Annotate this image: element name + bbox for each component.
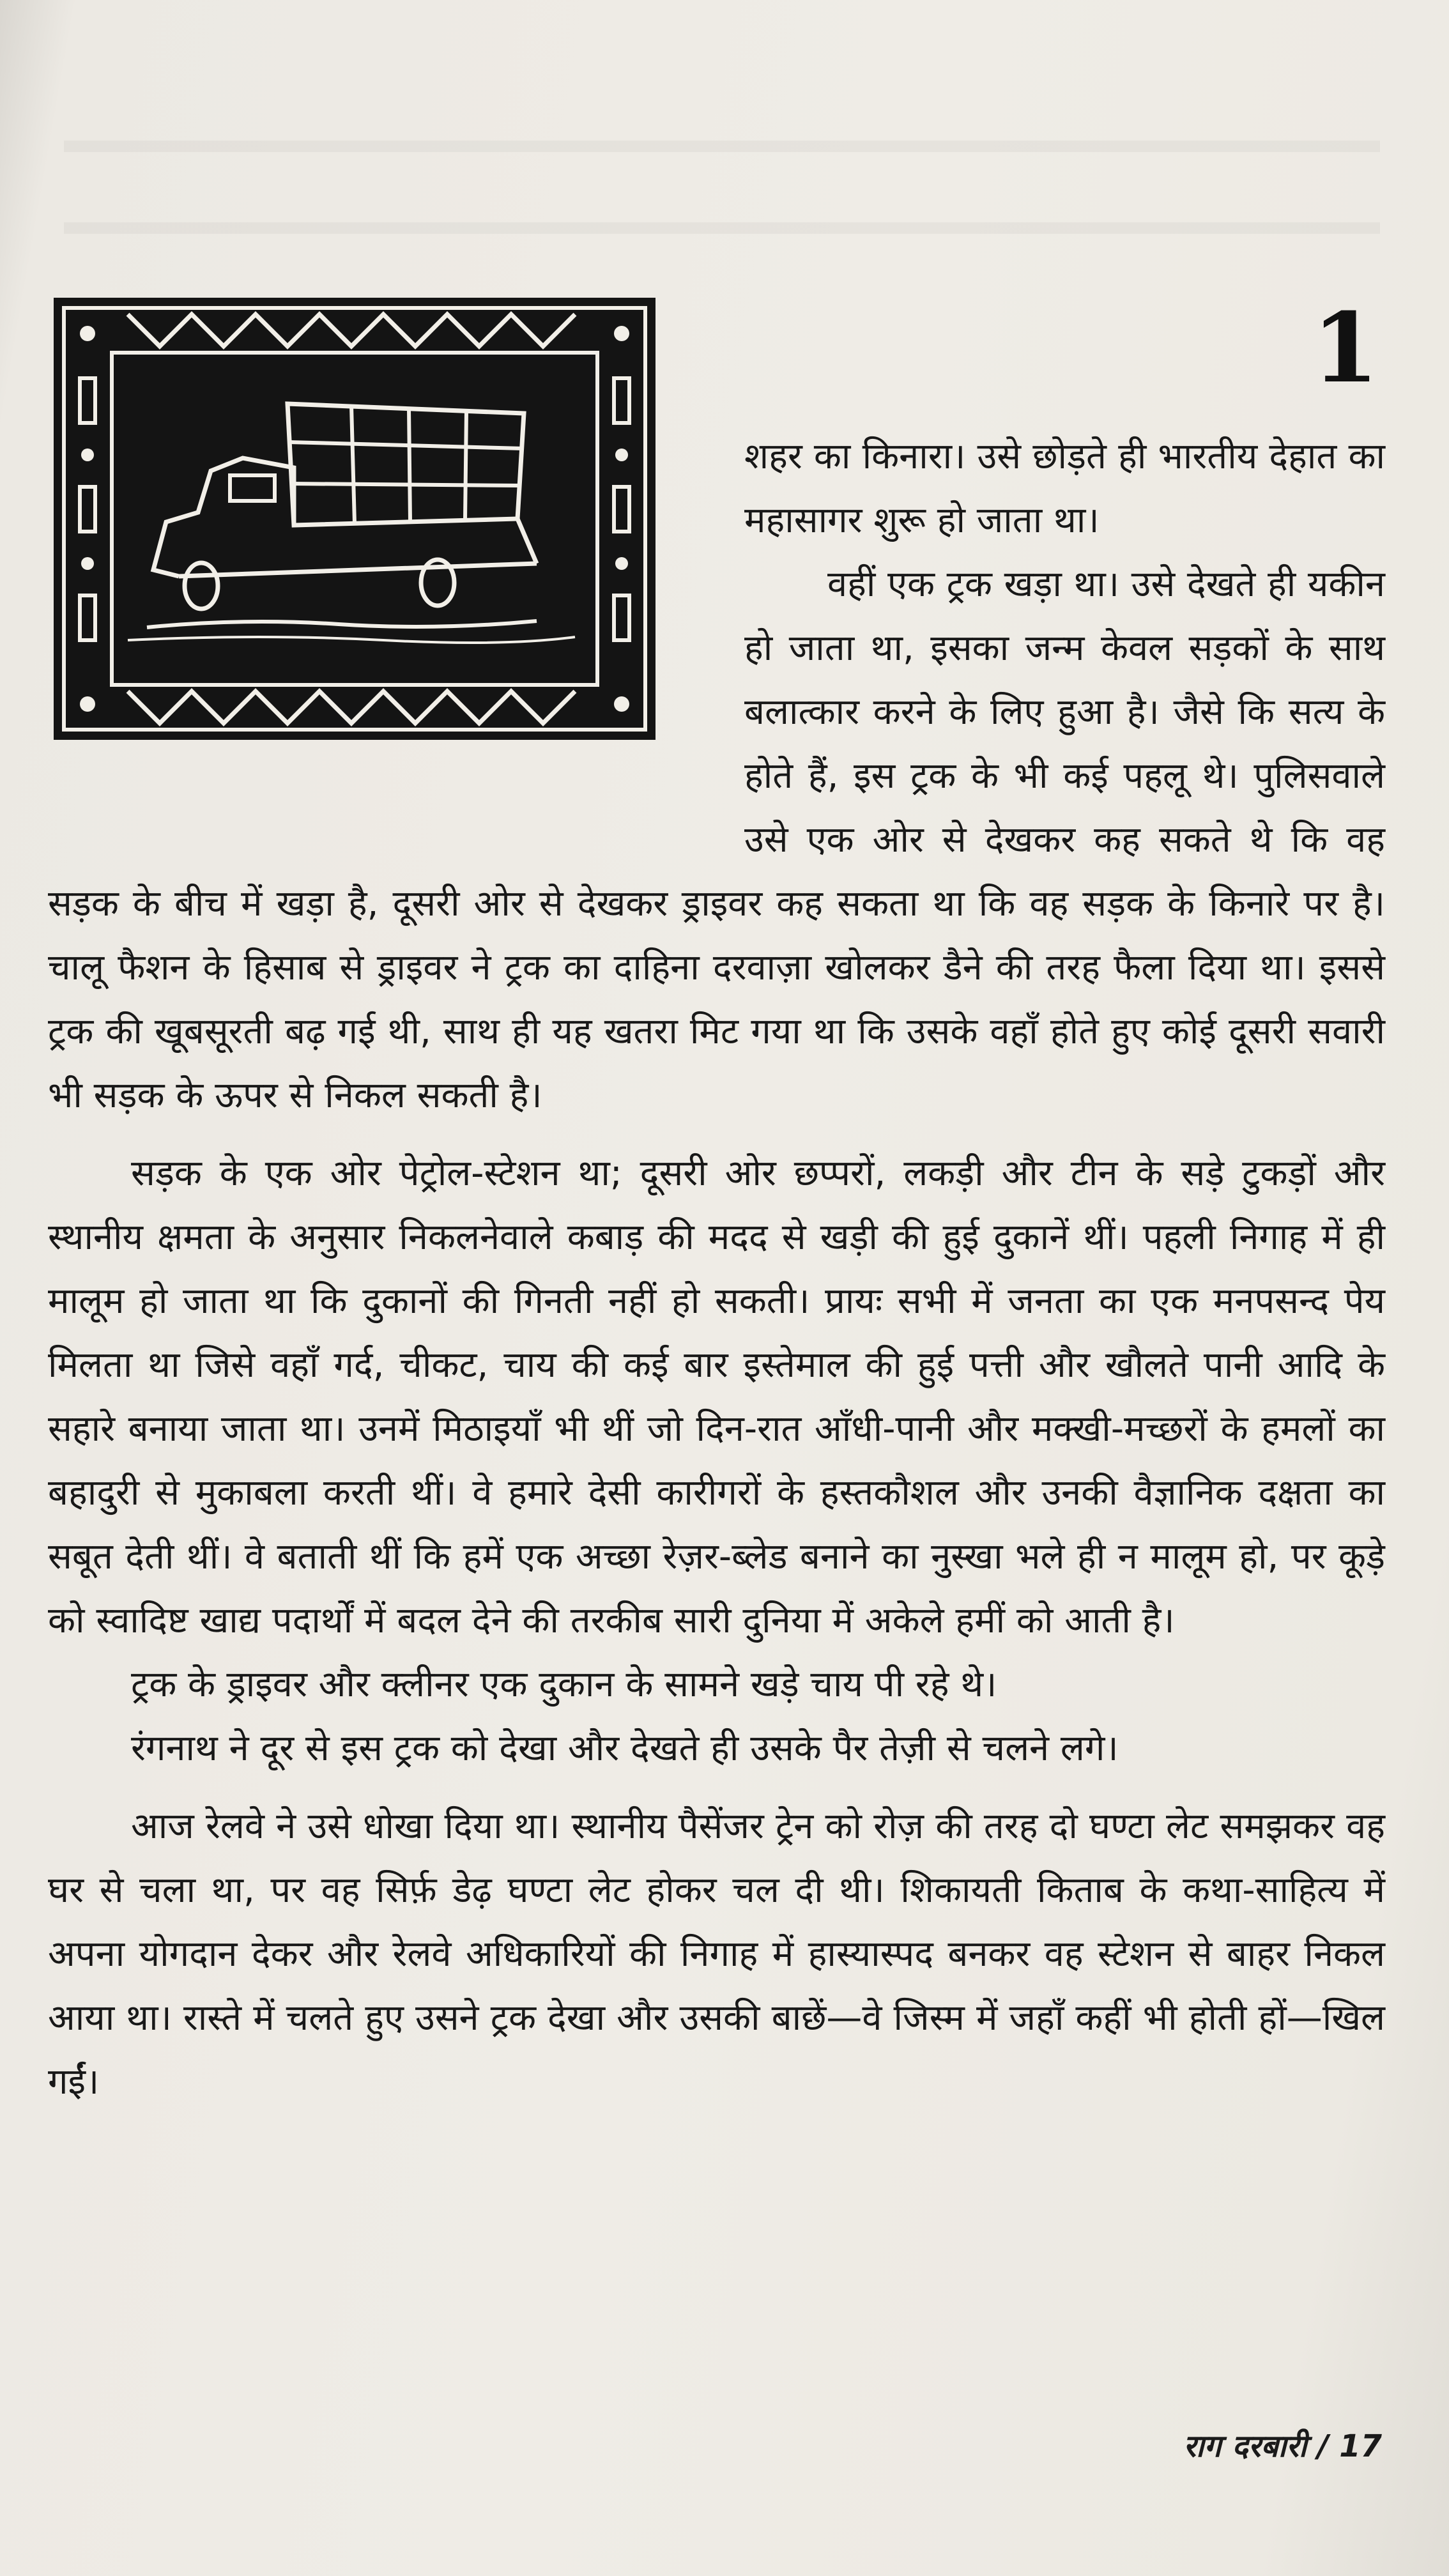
chapter-number: 1	[1312, 292, 1379, 404]
paragraph-3: सड़क के एक ओर पेट्रोल-स्टेशन था; दूसरी ओर छप्परों, लकड़ी और टीन के सड़े टुकड़ों और स्थानीय क्षमता के अनुसार निकलनेवाले कबाड़ की मदद से खड़ी की हुई दुकानें थीं। पहली निगाह में ही मालूम हो जाता था कि दुकानों की गिनती नहीं हो सकती। प्रायः सभी में जनता का एक मनपसन्द पेय मिलता था जिसे वहाँ गर्द, चीकट, चाय की कई बार इस्तेमाल की हुई पत्ती और खौलते पानी आदि के सहारे बनाया जाता था। उनमें मिठाइयाँ भी थीं जो दिन-रात आँधी-पानी और मक्खी-मच्छरों के हमलों का बहादुरी से मुकाबला करती थीं। वे हमारे देसी कारीगरों के हस्तकौशल और उनकी वैज्ञानिक दक्षता का सबूत देती थीं। वे बताती थीं कि हमें एक अच्छा रेज़र-ब्लेड बनाने का नुस्खा भले ही न मालूम हो, पर कूड़े को स्वादिष्ट खाद्य पदार्थों में बदल देने की तरकीब सारी दुनिया में अकेले हमीं को आती है।	[48, 1153, 1385, 1641]
chapter-body-text	[48, 425, 1385, 2114]
paragraph-1: शहर का किनारा। उसे छोड़ते ही भारतीय देहात का महासागर शुरू हो जाता था।	[744, 436, 1385, 541]
bleed-through-text	[64, 96, 1380, 288]
paragraph-5: रंगनाथ ने दूर से इस ट्रक को देखा और देखते ही उसके पैर तेज़ी से चलने लगे।	[131, 1728, 1119, 1769]
paragraph-6: आज रेलवे ने उसे धोखा दिया था। स्थानीय पैसेंजर ट्रेन को रोज़ की तरह दो घण्टा लेट समझकर वह घर से चला था, पर वह सिर्फ़ डेढ़ घण्टा लेट होकर चल दी थी। शिकायती किताब के कथा-साहित्य में अपना योगदान देकर और रेलवे अधिकारियों की निगाह में हास्यास्पद बनकर वह स्टेशन से बाहर निकल आया था। रास्ते में चलते हुए उसने ट्रक देखा और उसकी बाछें—वे जिस्म में जहाँ कहीं भी होती हों—खिल गईं।	[48, 1805, 1385, 2103]
paragraph-4: ट्रक के ड्राइवर और क्लीनर एक दुकान के सामने खड़े चाय पी रहे थे।	[131, 1664, 997, 1705]
illustration-spacer	[48, 425, 744, 815]
page-footer: राग दरबारी / 17	[1183, 2428, 1382, 2464]
paragraph-2: वहीं एक ट्रक खड़ा था। उसे देखते ही यकीन हो जाता था, इसका जन्म केवल सड़कों के साथ बलात्कार करने के लिए हुआ है। जैसे कि सत्य के होते हैं, इस ट्रक के भी कई पहलू थे। पुलिसवाले उसे एक ओर से देखकर कह सकते थे कि वह सड़क के बीच में खड़ा है, दूसरी ओर से देखकर ड्राइवर कह सकता था कि वह सड़क के किनारे पर है। चालू फैशन के हिसाब से ड्राइवर ने ट्रक का दाहिना दरवाज़ा खोलकर डैने की तरह फैला दिया था। इससे ट्रक की खूबसूरती बढ़ गई थी, साथ ही यह खतरा मिट गया था कि उसके वहाँ होते हुए कोई दूसरी सवारी भी सड़क के ऊपर से निकल सकती है।	[48, 564, 1385, 1116]
